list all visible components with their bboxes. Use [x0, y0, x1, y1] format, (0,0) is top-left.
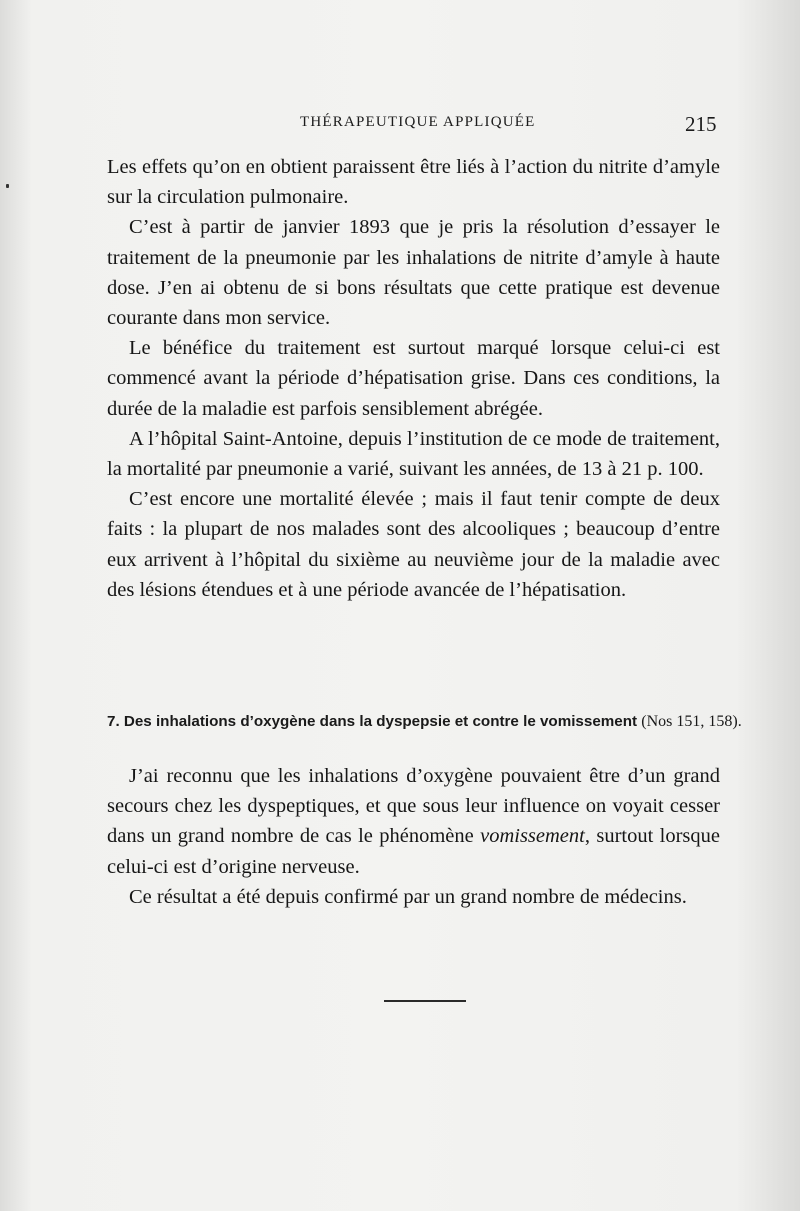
paragraph-4: A l’hôpital Saint-Antoine, depuis l’institution de ce mode de traitement, la mortalité par pneumonie a varié, suivant les années, de 13 à 21 p. 100.: [107, 427, 720, 481]
paragraph-6-italic-term: vomissement: [480, 825, 585, 848]
body-text-top: [107, 152, 720, 605]
section-heading-title: 7. Des inhalations d’oxygène dans la dyspepsie et contre le vomissement: [107, 713, 638, 730]
margin-ink-mark: [6, 184, 9, 188]
paragraph-2: C’est à partir de janvier 1893 que je pris la résolution d’essayer le traitement de la pneumonie par les inhalations de nitrite d’amyle à haute dose. J’en ai obtenu de si bons résultats que cette pratique est devenue courante dans mon service.: [107, 216, 720, 330]
paragraph-6: [107, 761, 720, 882]
body-text-bottom: [107, 761, 720, 912]
page-number: 215: [685, 112, 717, 136]
paragraph-5: C’est encore une mortalité élevée ; mais il faut tenir compte de deux faits : la plupart de nos malades sont des alcooliques ; beaucoup d’entre eux arrivent à l’hôpital du sixième au neuvième jour de la maladie avec des lésions étendues et à une période avancée de l’hépatisation.: [107, 488, 720, 601]
paragraph-6-text-a: J’ai reconnu que les inhalations d’oxygène pouvaient être d’un grand secours chez les dyspeptiques, et que sous leur influence on voyait cesser dans un grand nombre de cas le phénomène: [107, 765, 720, 848]
running-head-title: THÉRAPEUTIQUE APPLIQUÉE: [300, 114, 536, 130]
end-rule: [384, 1000, 466, 1002]
paragraph-1: Les effets qu’on en obtient paraissent être liés à l’action du nitrite d’amyle sur la circulation pulmonaire.: [107, 156, 720, 209]
paragraph-3: Le bénéfice du traitement est surtout marqué lorsque celui-ci est commencé avant la période d’hépatisation grise. Dans ces conditions, la durée de la maladie est parfois sensiblement abrégée.: [107, 337, 720, 420]
paragraph-6-text-b: , surtout lorsque celui-ci est d’origine nerveuse.: [107, 825, 721, 878]
section-heading: [107, 713, 742, 731]
paragraph-7: Ce résultat a été depuis confirmé par un grand nombre de médecins.: [129, 885, 687, 908]
section-heading-reference: (Nos 151, 158).: [641, 713, 742, 730]
